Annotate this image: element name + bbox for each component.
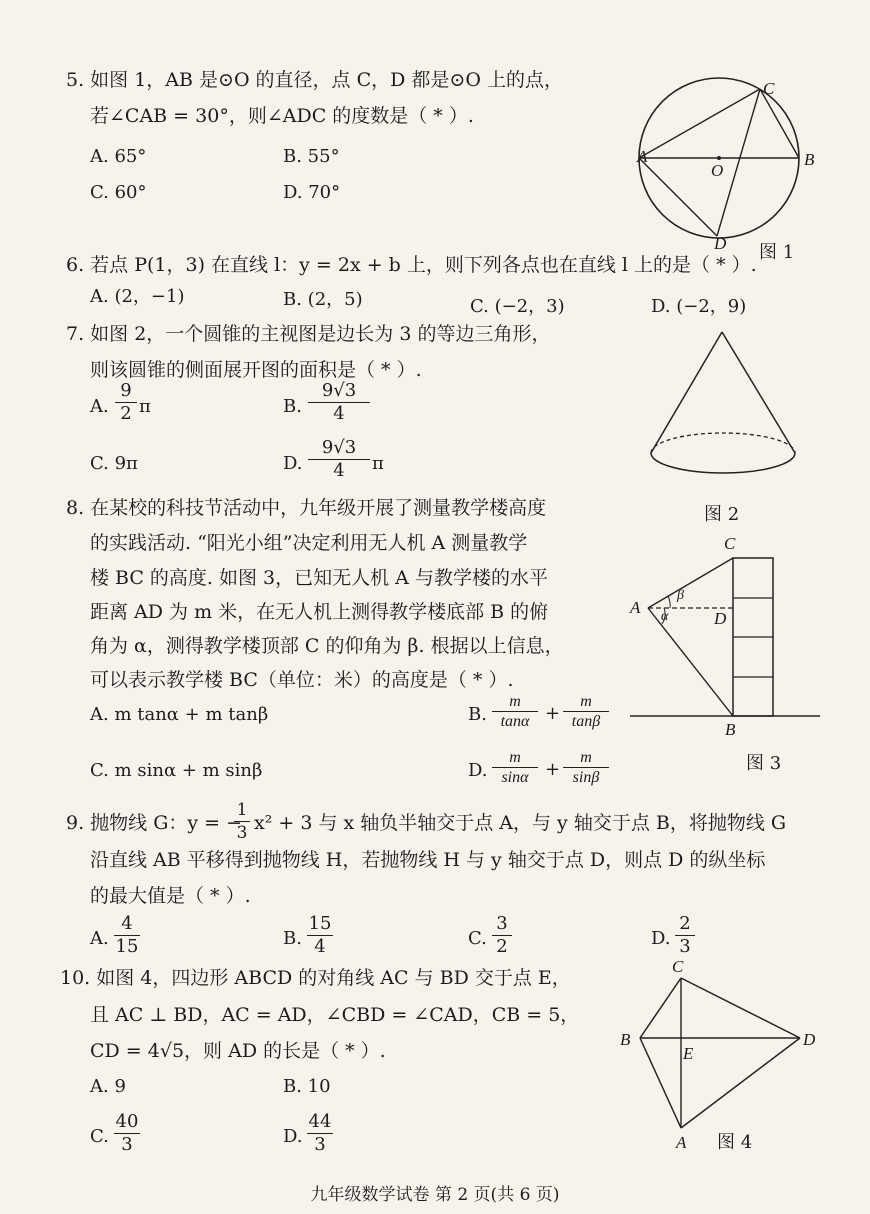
figure-3-building [620,550,825,730]
q6-stem-line1: 6. 若点 P(1，3) 在直线 l：y = 2x + b 上，则下列各点也在直线 l 上的是（ * ）. [66,254,757,276]
q9-c-den: 2 [492,935,512,958]
q6-option-a: A. (2，−1) [90,286,185,307]
fig3-point-b: B [725,720,736,739]
q10-c-den: 3 [114,1133,140,1156]
q9-option-c-fraction [492,913,512,958]
q6-option-d: D. (−2，9) [651,296,747,317]
q10-option-a: A. 9 [90,1076,126,1097]
q6-option-c: C. (−2，3) [470,296,565,317]
fig4-caption: 图 4 [717,1132,753,1153]
q9-b-den: 4 [307,935,333,958]
q7-stem-line1: 7. 如图 2，一个圆锥的主视图是边长为 3 的等边三角形， [66,323,551,345]
q8-d-frac2 [563,748,609,787]
q8-b-frac2-den: tanβ [563,711,609,731]
page-footer: 九年级数学试卷 第 2 页(共 6 页) [310,1185,560,1205]
fig4-point-e: E [683,1044,694,1063]
fig4-point-c: C [672,957,684,976]
fig3-point-d: D [714,609,727,628]
q10-c-num: 40 [115,1111,139,1132]
q9-d-num: 2 [679,913,691,934]
q7-stem-line2: 则该圆锥的侧面展开图的面积是（ * ）. [90,359,422,381]
fig1-point-a: A [637,147,648,166]
q9-option-b-fraction [307,913,333,958]
q8-d-frac2-den: sinβ [563,767,609,787]
q8-b-plus: + [545,703,561,724]
q8-stem-line6: 可以表示教学楼 BC（单位：米）的高度是（ * ）. [90,669,514,691]
q6-option-b: B. (2，5) [283,289,363,310]
q9-stem-line2: 沿直线 AB 平移得到抛物线 H，若抛物线 H 与 y 轴交于点 D，则点 D 的纵坐标 [90,849,766,871]
fig3-angle-alpha: α [661,609,669,624]
q8-option-c: C. m sinα + m sinβ [90,760,263,781]
q8-b-frac1 [492,692,538,731]
q5-stem-line2: 若∠CAB = 30°，则∠ADC 的度数是（ * ）. [90,105,474,127]
q7-option-a-fraction [115,380,137,425]
q5-stem-line1: 5. 如图 1，AB 是⊙O 的直径，点 C，D 都是⊙O 上的点， [66,69,563,91]
q10-option-b: B. 10 [283,1076,331,1097]
q9-d-den: 3 [675,935,695,958]
q9-option-a-label: A. [90,928,109,949]
q10-option-d-label: D. [283,1126,303,1147]
fig1-point-o: O [711,161,724,180]
q7-option-a-label: A. [90,396,109,417]
q7-option-b-fraction [308,380,370,425]
fig1-point-c: C [763,79,775,98]
q5-option-c: C. 60° [90,182,147,203]
q8-option-b-label: B. [468,704,487,725]
q10-option-c-fraction [114,1111,140,1156]
q8-stem-line4: 距离 AD 为 m 米，在无人机上测得教学楼底部 B 的俯 [90,601,549,623]
q10-stem-line1: 10. 如图 4，四边形 ABCD 的对角线 AC 与 BD 交于点 E， [60,967,571,989]
fig1-point-d: D [714,234,727,253]
q10-d-den: 3 [307,1133,333,1156]
q5-option-a: A. 65° [90,146,147,167]
q10-d-num: 44 [308,1111,332,1132]
q9-option-b-label: B. [283,928,302,949]
q8-d-plus: + [545,759,561,780]
q8-b-frac1-num: m [509,693,521,710]
q8-d-frac1-den: sinα [492,767,538,787]
fig4-point-b: B [620,1030,631,1049]
q8-d-frac1-num: m [509,749,521,766]
q7-d-numerator: 9√3 [321,437,357,458]
fig3-caption: 图 3 [746,753,782,774]
q8-stem-line2: 的实践活动. “阳光小组”决定利用无人机 A 测量教学 [90,532,528,554]
q8-b-frac2 [563,692,609,731]
q7-b-numerator: 9√3 [321,380,357,401]
q7-d-denominator: 4 [308,459,370,482]
q10-stem-line3: CD = 4√5，则 AD 的长是（ * ）. [90,1040,386,1062]
fig3-point-a: A [630,598,641,617]
q7-d-pi: π [372,453,384,474]
q7-a-pi: π [139,396,151,417]
q9-option-d-fraction [675,913,695,958]
q9-option-d-label: D. [651,928,671,949]
fig1-point-b: B [804,150,815,169]
figure-4-quadrilateral [620,960,820,1140]
q9-c-num: 3 [496,913,508,934]
q9-fraction-den: 3 [234,821,250,844]
fig3-point-c: C [724,534,736,553]
q9-a-num: 4 [121,913,133,934]
q9-a-den: 15 [115,936,139,957]
q8-option-a: A. m tanα + m tanβ [90,704,269,725]
q9-stem-line3: 的最大值是（ * ）. [90,885,251,907]
q8-b-frac2-num: m [580,693,592,710]
figure-2-cone [640,328,810,498]
q8-d-frac2-num: m [580,749,592,766]
fig2-caption: 图 2 [704,504,740,525]
q8-d-frac1 [492,748,538,787]
q9-option-c-label: C. [468,928,487,949]
figure-1-circle [630,70,830,265]
q7-b-denominator: 4 [308,402,370,425]
fig4-point-a: A [676,1133,687,1152]
q9-fraction-num: 1 [236,800,248,820]
q7-option-b-label: B. [283,396,302,417]
q10-option-c-label: C. [90,1126,109,1147]
q5-option-b: B. 55° [283,146,340,167]
fig3-angle-beta: β [677,588,684,603]
fig4-point-d: D [803,1030,816,1049]
q7-a-numerator: 9 [120,380,132,401]
q9-b-num: 15 [308,913,332,934]
q10-stem-line2: 且 AC ⊥ BD，AC = AD，∠CBD = ∠CAD，CB = 5， [90,1004,580,1026]
q9-stem-line1b: x² + 3 与 x 轴负半轴交于点 A，与 y 轴交于点 B，将抛物线 G [254,812,787,834]
q7-option-d-fraction [308,437,370,482]
q8-stem-line1: 8. 在某校的科技节活动中，九年级开展了测量教学楼高度 [66,497,547,519]
q9-fraction [234,799,250,844]
q9-stem-line1a: 9. 抛物线 G：y = − [66,812,243,834]
q8-stem-line3: 楼 BC 的高度. 如图 3，已知无人机 A 与教学楼的水平 [90,567,548,589]
q10-option-d-fraction [307,1111,333,1156]
q9-option-a-fraction [114,913,140,958]
q8-b-frac1-den: tanα [492,711,538,731]
q5-option-d: D. 70° [283,182,341,203]
q8-stem-line5: 角为 α，测得教学楼顶部 C 的仰角为 β. 根据以上信息， [90,635,564,657]
q7-option-d-label: D. [283,453,303,474]
q7-a-denominator: 2 [115,402,137,425]
q8-option-d-label: D. [468,760,488,781]
q7-option-c: C. 9π [90,453,138,474]
fig1-caption: 图 1 [759,242,795,263]
